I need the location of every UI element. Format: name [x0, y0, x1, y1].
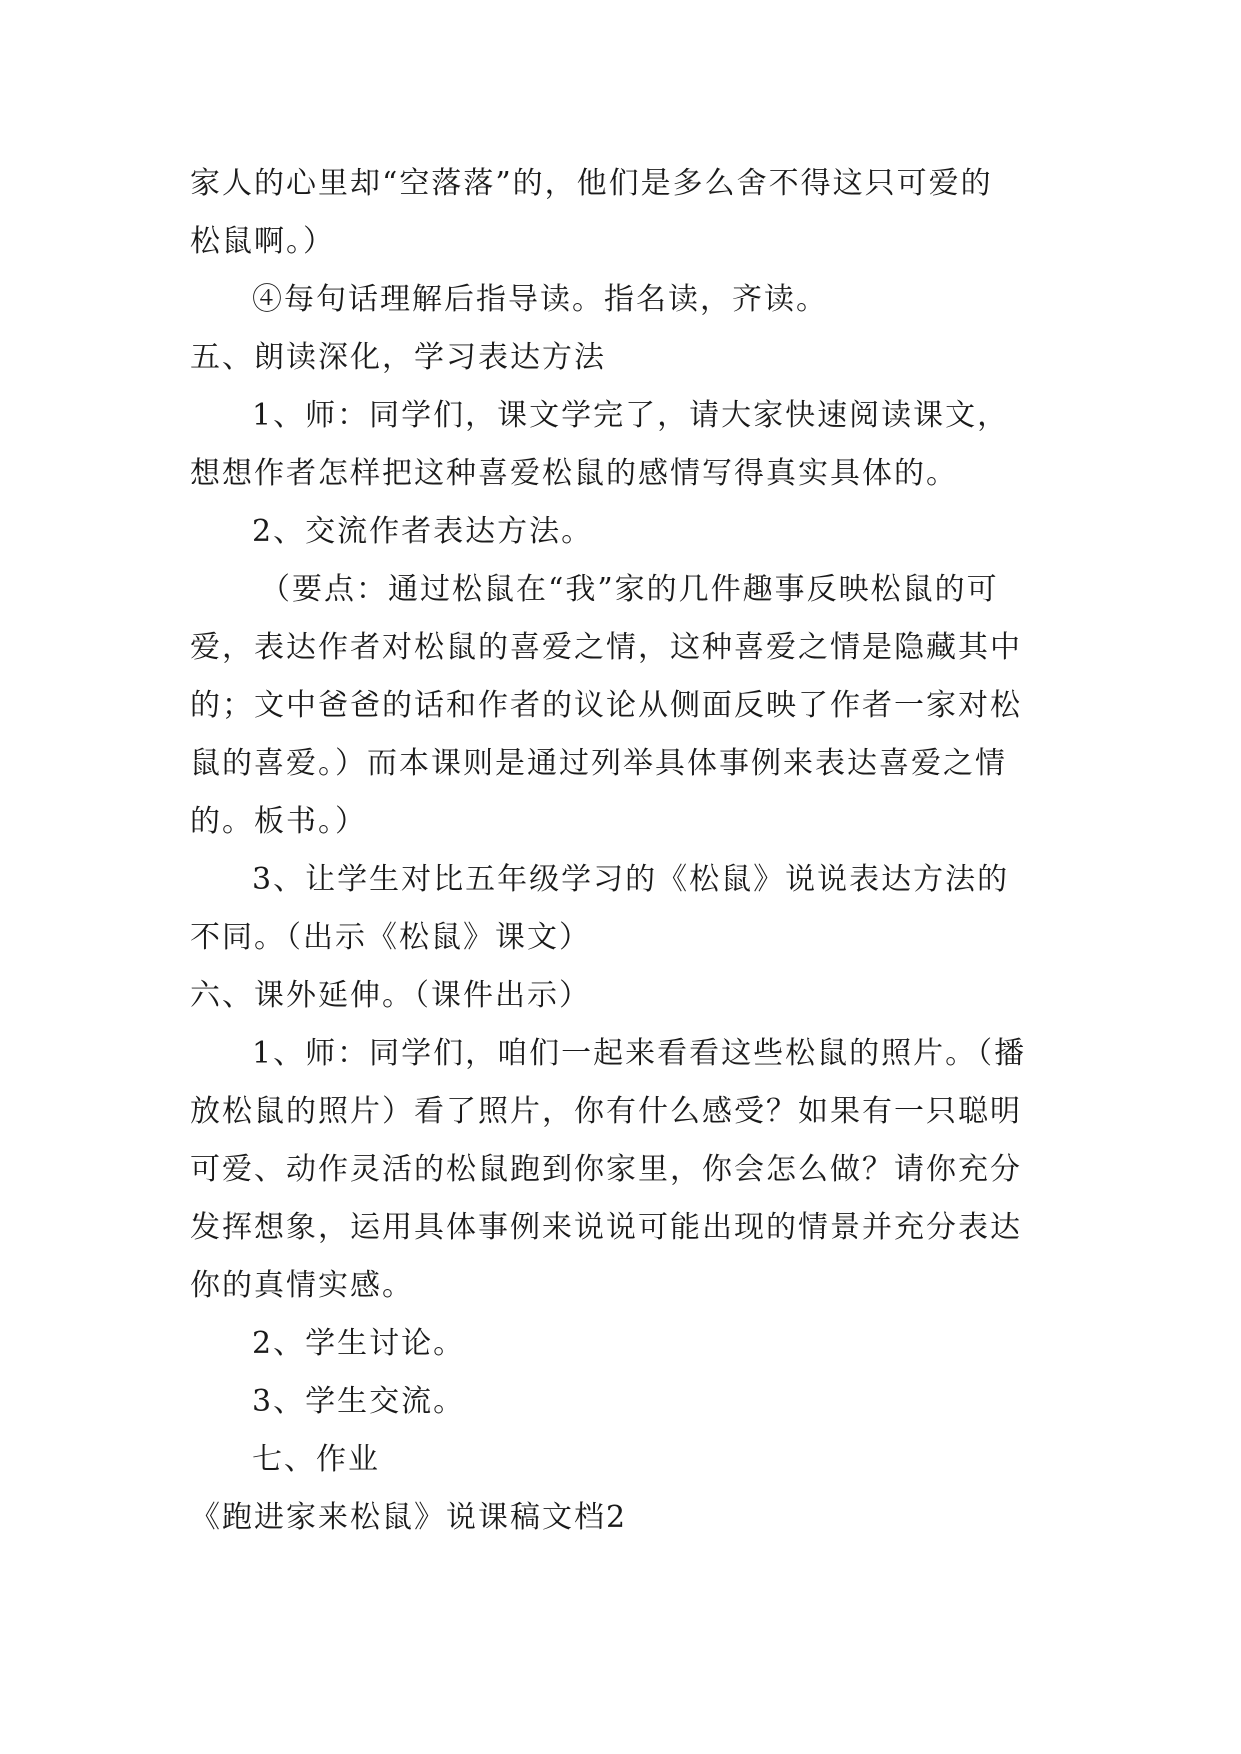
text-line: （要点：通过松鼠在“我”家的几件趣事反映松鼠的可 — [260, 572, 999, 607]
section-heading: 六、课外延伸。（课件出示） — [190, 978, 591, 1013]
text-line: 1、师：同学们，课文学完了，请大家快速阅读课文， — [252, 398, 1010, 433]
text-line: 3、让学生对比五年级学习的《松鼠》说说表达方法的 — [252, 862, 1010, 897]
text-line: 放松鼠的照片）看了照片，你有什么感受？如果有一只聪明 — [190, 1094, 1022, 1129]
section-heading: 七、作业 — [252, 1442, 380, 1477]
text-line: 2、学生讨论。 — [252, 1326, 466, 1361]
text-line: 1、师：同学们，咱们一起来看看这些松鼠的照片。（播 — [252, 1036, 1027, 1071]
text-line: 可爱、动作灵活的松鼠跑到你家里，你会怎么做？请你充分 — [190, 1152, 1022, 1187]
text-line: 3、学生交流。 — [252, 1384, 466, 1419]
text-line: 不同。（出示《松鼠》课文） — [190, 920, 591, 955]
text-line: 想想作者怎样把这种喜爱松鼠的感情写得真实具体的。 — [190, 456, 958, 491]
text-line: 的；文中爸爸的话和作者的议论从侧面反映了作者一家对松 — [190, 688, 1022, 723]
text-line: 家人的心里却“空落落”的，他们是多么舍不得这只可爱的 — [190, 166, 993, 201]
text-line: 的。板书。） — [190, 804, 367, 839]
text-line: 2、交流作者表达方法。 — [252, 514, 594, 549]
section-heading: 五、朗读深化，学习表达方法 — [190, 340, 606, 375]
text-line: 爱，表达作者对松鼠的喜爱之情，这种喜爱之情是隐藏其中 — [190, 630, 1022, 665]
text-line: 鼠的喜爱。）而本课则是通过列举具体事例来表达喜爱之情 — [190, 746, 1007, 781]
document-title: 《跑进家来松鼠》说课稿文档2 — [190, 1500, 628, 1535]
text-line: 你的真情实感。 — [190, 1268, 414, 1303]
text-line: ④每句话理解后指导读。指名读，齐读。 — [252, 282, 828, 317]
text-line: 发挥想象，运用具体事例来说说可能出现的情景并充分表达 — [190, 1210, 1022, 1245]
text-line: 松鼠啊。） — [190, 224, 335, 259]
